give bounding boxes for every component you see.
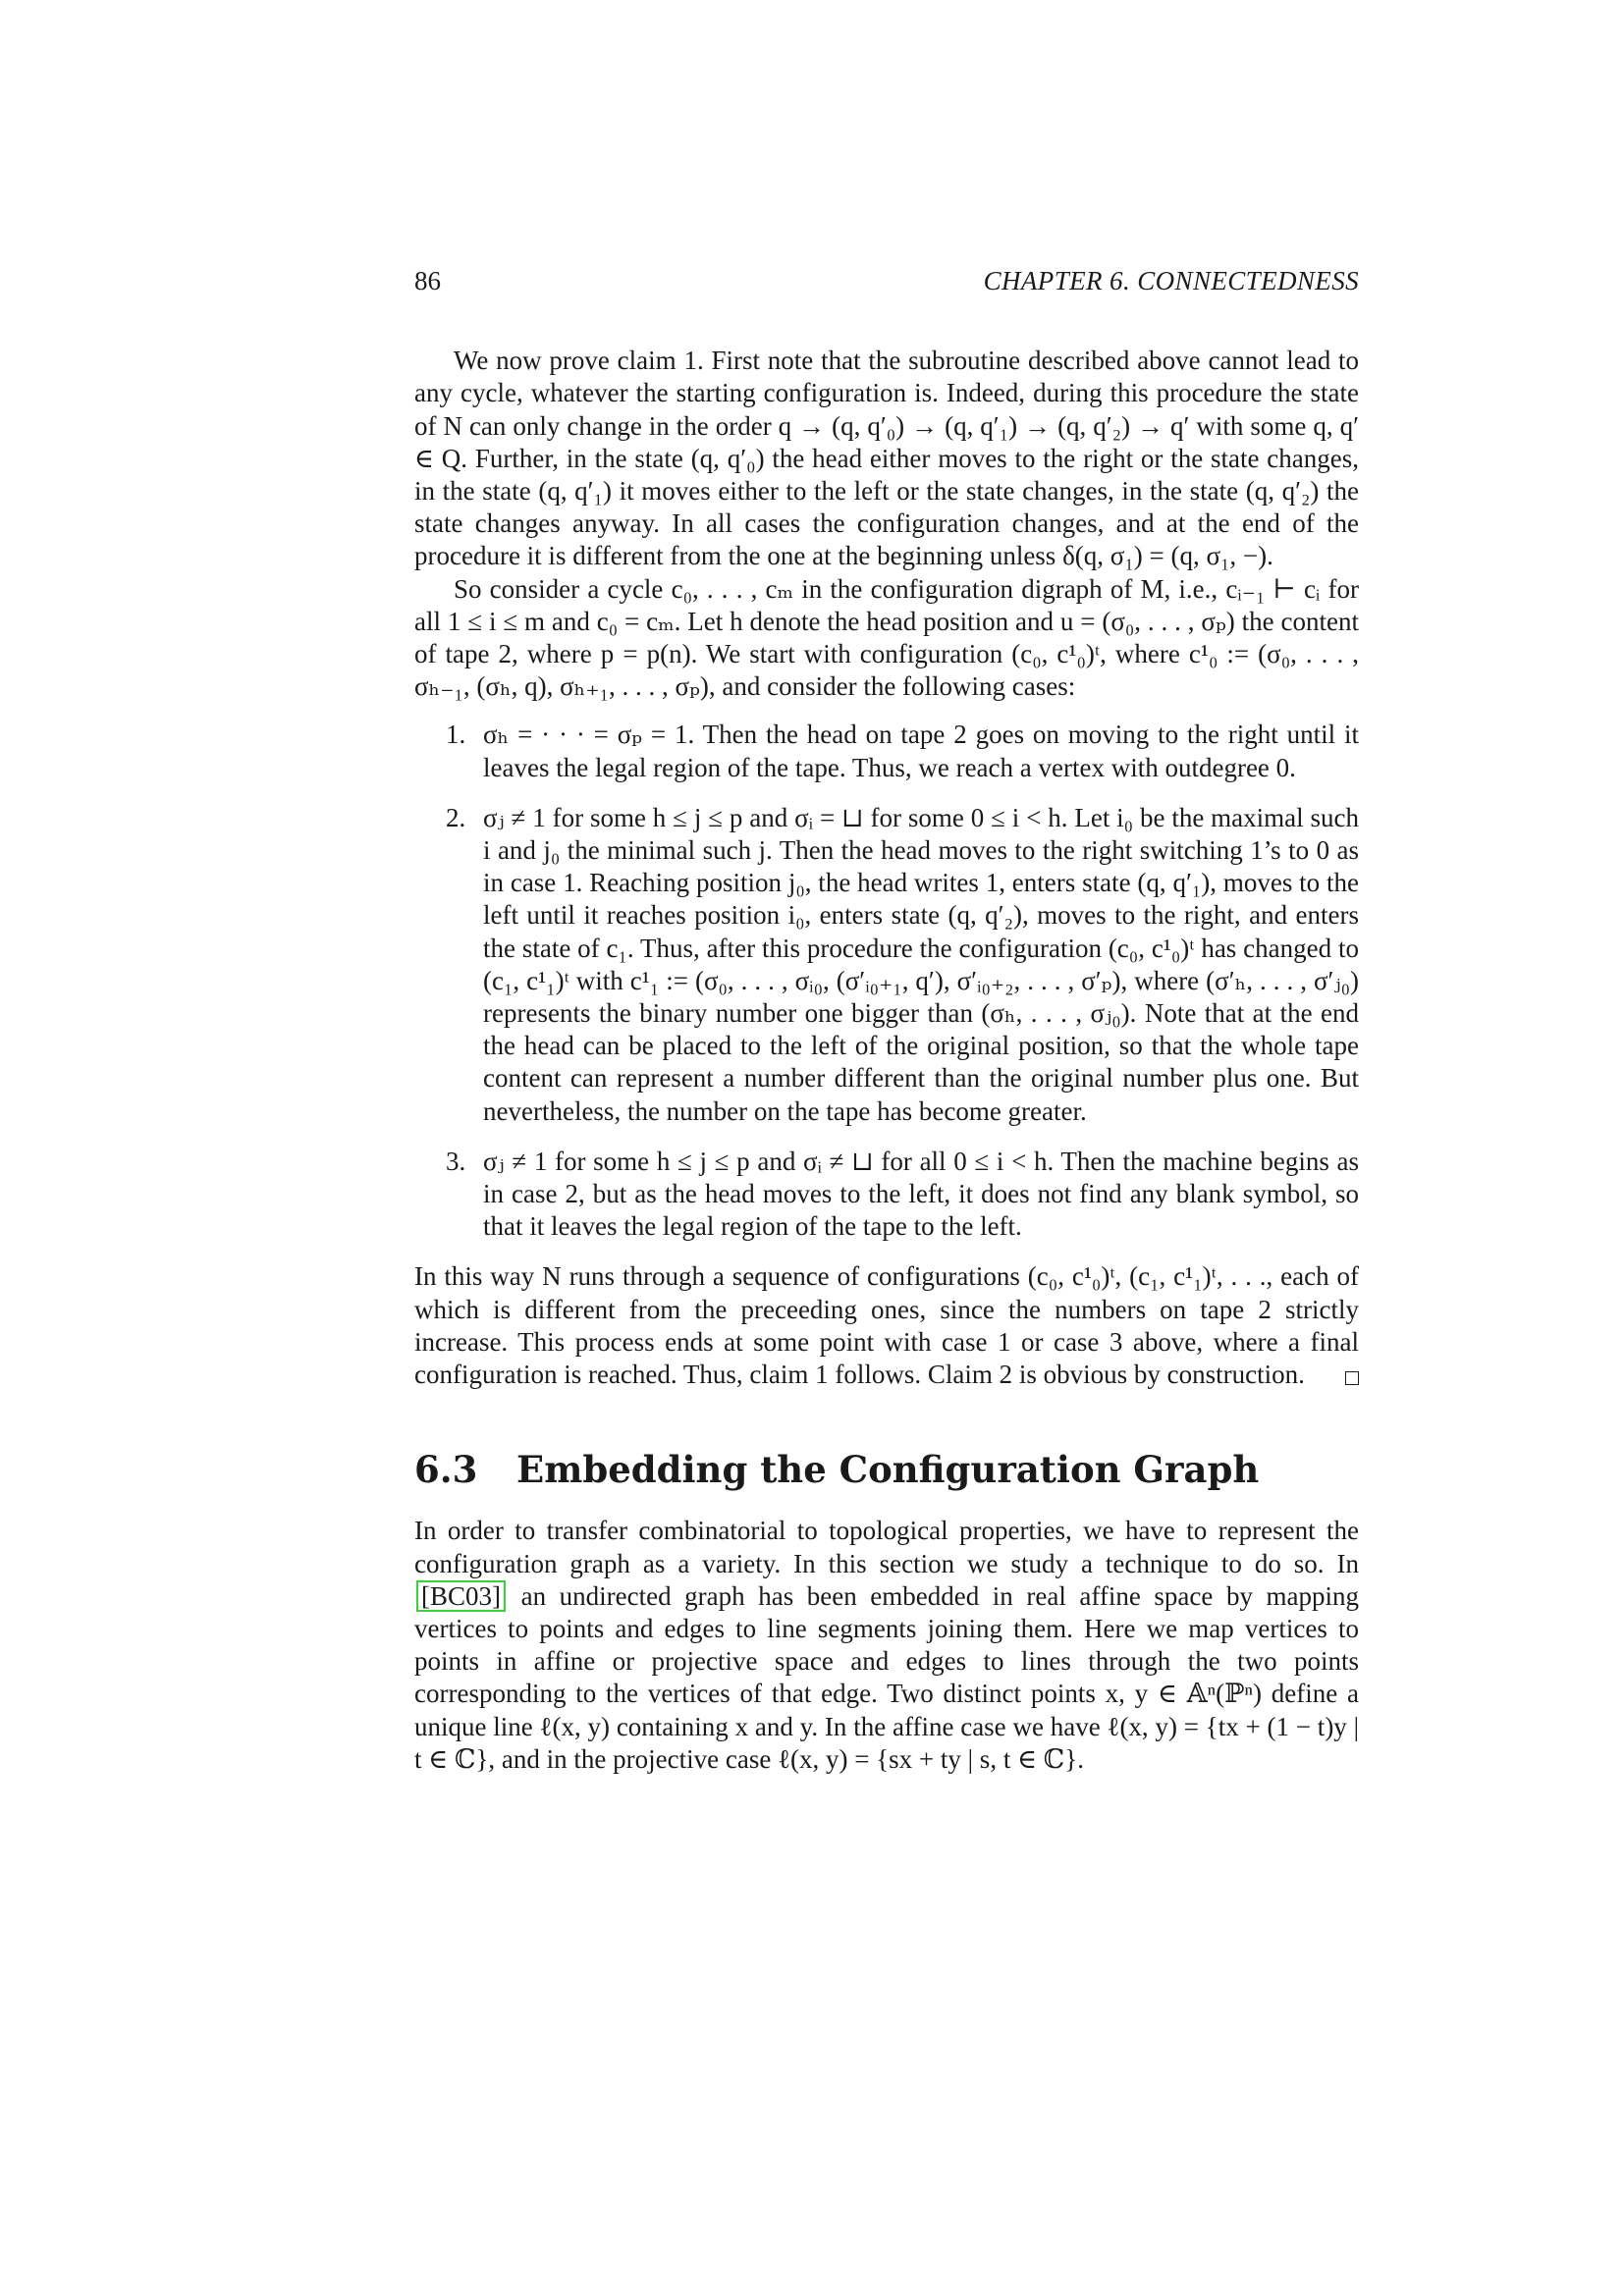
citation-key: BC03 [430,1580,493,1611]
running-header [414,265,1359,297]
section-paragraph-end: an undirected graph has been embedded in real affine space by mapping vertices to points and edges to line segments joining them. Here we map vertices to points in affine or projective space and edges to lines through the two points corresponding to the vertices of that edge. Two distinct points x, y ∈ 𝔸ⁿ(ℙⁿ) define a unique line ℓ(x, y) containing x and y. In the affine case we have ℓ(x, y) = {tx + (1 − t)y | t ∈ ℂ}, and in the projective case ℓ(x, y) = {sx + ty | s, t ∈ ℂ}. [414,1580,1359,1774]
proof-paragraph-1: We now prove claim 1. First note that the subroutine described above cannot lead to any cycle, whatever the starting configuration is. Indeed, during this procedure the state of N can only change in the order q → (q, q′₀) → (q, q′₁) → (q, q′₂) → q′ with some q, q′ ∈ Q. Further, in the state (q, q′₀) the head either moves to the right or the state changes, in the state (q, q′₁) it moves either to the left or the state changes, in the state (q, q′₂) the state changes anyway. In all cases the configuration changes, and at the end of the procedure it is different from the one at the beginning unless δ(q, σ₁) = (q, σ₁, −). [414,346,1359,571]
case-text: σⱼ ≠ 1 for some h ≤ j ≤ p and σᵢ ≠ ⊔ for all 0 ≤ i < h. Then the machine begins as in case 2, but as the head moves to the left, it does not find any blank symbol, so that it leaves the legal region of the tape to the left. [483,1146,1359,1242]
case-item [414,802,1359,1128]
case-list [414,719,1359,1243]
citation-link-bc03[interactable]: [BC03] [416,1580,506,1612]
page-number: 86 [414,266,441,295]
qed-square-icon [1345,1371,1359,1385]
case-item [414,1146,1359,1244]
proof-paragraph-3: In this way N runs through a sequence of configurations (c₀, c¹₀)ᵗ, (c₁, c¹₁)ᵗ, . . ., each of which is different from the preceeding ones, since the numbers on tape 2 strictly increase. This process ends at some point with case 1 or case 3 above, where a final configuration is reached. Thus, claim 1 follows. Claim 2 is obvious by construction. [414,1261,1359,1390]
case-text: σₕ = · · · = σₚ = 1. Then the head on tape 2 goes on moving to the right until it leaves the legal region of the tape. Thus, we reach a vertex with outdegree 0. [483,720,1359,782]
case-number: 1. [446,720,466,750]
case-text: σⱼ ≠ 1 for some h ≤ j ≤ p and σᵢ = ⊔ for some 0 ≤ i < h. Let i₀ be the maximal such i and j₀ the minimal such j. Then the head moves to the right switching 1’s to 0 as in case 1. Reaching position j₀, the head writes 1, enters state (q, q′₁), moves to the left until it reaches position i₀, enters state (q, q′₂), moves to the right, and enters the state of c₁. Thus, after this procedure the configuration (c₀, c¹₀)ᵗ has changed to (c₁, c¹₁)ᵗ with c¹₁ := (σ₀, . . . , σᵢ₀, (σ′ᵢ₀₊₁, q′), σ′ᵢ₀₊₂, . . . , σ′ₚ), where (σ′ₕ, . . . , σ′ⱼ₀) represents the binary number one bigger than (σₕ, . . . , σⱼ₀). Note that at the end the head can be placed to the left of the original position, so that the whole tape content can represent a number different than the original number plus one. But nevertheless, the number on the tape has become greater. [483,802,1359,1126]
document-page [414,265,1359,1776]
section-heading [414,1448,1359,1491]
section-paragraph-start: In order to transfer combinatorial to topological properties, we have to represent the configuration graph as a variety. In this section we study a technique to do so. In [414,1516,1359,1578]
chapter-title: CHAPTER 6. CONNECTEDNESS [983,266,1359,295]
case-item [414,719,1359,783]
case-number: 3. [446,1146,466,1176]
section-title: Embedding the Configuration Graph [516,1448,1260,1492]
proof-conclusion [414,1260,1359,1391]
case-number: 2. [446,802,466,832]
proof-paragraph-2: So consider a cycle c₀, . . . , cₘ in the configuration digraph of M, i.e., cᵢ₋₁ ⊢ cᵢ for all 1 ≤ i ≤ m and c₀ = cₘ. Let h denote the head position and u = (σ₀, . . . , σₚ) the content of tape 2, where p = p(n). We start with configuration (c₀, c¹₀)ᵗ, where c¹₀ := (σ₀, . . . , σₕ₋₁, (σₕ, q), σₕ₊₁, . . . , σₚ), and consider the following cases: [414,573,1359,702]
section-number: 6.3 [414,1448,478,1492]
section-paragraph [414,1515,1359,1776]
